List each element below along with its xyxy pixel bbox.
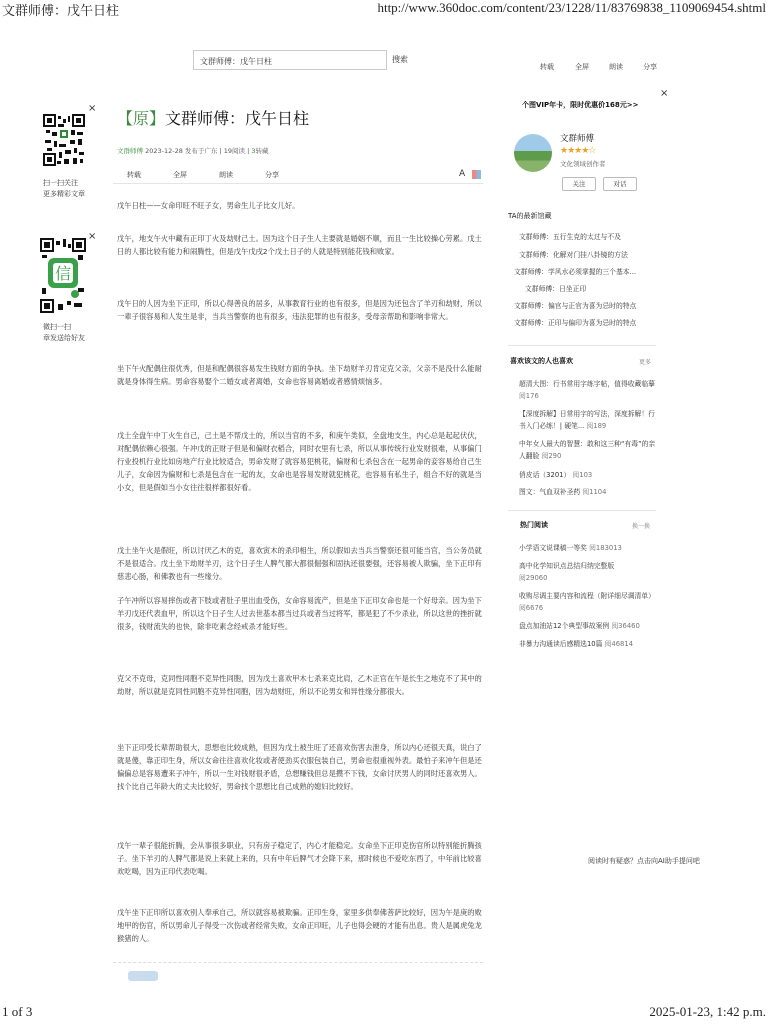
article-paragraph: 戊土全盘午中丁火生自己，己土是不帮戊土的，所以当官的不多，和庚午类似，全盘地支生，内心总是起起伏伏，对配偶依赖心很强。午冲戊的正财子但是和偏财衣稻合，同时衣里有七杀，所以从事传统行业发财很难，从事偏门行业投机行业比如房地产行业比较适合，男命发财了就容易犯桃花，偏财和七杀包含在一起男命的妾容易给自己生儿子，女命因为偏财和七杀是包含在一起的友，女命也是容易发财就犯桃花，也容易有私生子，组合不好的就是当小女，但是假如当小女往往很样都很好看。: [117, 431, 482, 492]
liked-item[interactable]: 俏皮话（3201） 阅103: [519, 471, 593, 479]
liked-item[interactable]: 图文：气血双补圣药 阅1104: [519, 488, 607, 496]
reprint-button[interactable]: 转载: [127, 171, 141, 179]
hot-item[interactable]: 非暴力沟通读后感精选10篇 阅46814: [519, 640, 634, 648]
hot-reading-title: 热门阅读: [520, 521, 548, 529]
close-icon[interactable]: ×: [88, 103, 97, 114]
qr-caption-line: 章发送给好友: [43, 334, 85, 342]
follow-button[interactable]: 关注: [562, 177, 596, 191]
article-meta: [117, 146, 268, 155]
meta-info: 2023-12-28 发布于广东 | 19阅读 |: [143, 147, 252, 155]
font-size-icon[interactable]: A: [459, 169, 466, 179]
message-button[interactable]: 对话: [603, 177, 637, 191]
more-link[interactable]: 更多: [639, 359, 652, 366]
article-paragraph: 戊午日的人因为坐下正印，所以心得善良的居多，从事教育行业的也有很多，但是因为还包含了羊刃和劫财，所以一辈子很容易和人发生是非，当兵当警察的也有很多，违法犯罪的也有很多，受母亲帮助和影响非常大。: [117, 299, 482, 321]
fullscreen-button[interactable]: 全屏: [173, 171, 187, 179]
article-title-text: 文群师傅：戊午日柱: [165, 109, 310, 128]
top-fullscreen-button[interactable]: 全屏: [575, 63, 589, 71]
author-name[interactable]: 文群师傅: [560, 134, 595, 144]
image-placeholder: [128, 971, 158, 981]
qr-caption-line: 微扫一扫: [43, 323, 71, 331]
print-datetime: 2025-01-23, 1:42 p.m.: [649, 1004, 766, 1019]
article-toolbar: [127, 170, 311, 180]
latest-item[interactable]: 文群师傅：正印与偏印为喜为忌时的特点: [514, 319, 637, 327]
liked-item[interactable]: 中年女人最大的智慧：敢和这三种“有毒”的亲人翻脸 阅290: [519, 440, 656, 460]
divider: [508, 510, 656, 511]
article-end-divider: [113, 962, 483, 963]
close-icon[interactable]: ×: [88, 231, 97, 242]
vip-promo-link[interactable]: 个图VIP年卡，限时优惠价168元>>: [522, 101, 639, 109]
article-paragraph: 坐下正印受长辈帮助很大，思想也比较成熟，但因为戊土被生旺了还喜欢伤害去泄身，所以内心还很天真，说白了就是傻，靠正印生身，所以女命往往喜欢化妆或者使劲买衣服包装自己，男命也很重视外表。最怕子来冲午但是还偏偏总是容易遭来子冲午，所以一生对钱财很矛盾，总想赚钱但总是攒不下钱，女命讨厌男人的同时还喜欢男人。找个比自己年龄大的丈夫比较好，男命找个思想比自己成熟的媳妇比较好。: [117, 743, 482, 791]
print-page-number: 1 of 3: [2, 1004, 33, 1019]
article-paragraph: 戊午坐下正印所以喜欢别人奉承自己，所以就容易被欺骗。正印生身，家里多供奉佛菩萨比较好，因为午是庚的败地甲的伤官，所以男命儿子得受一次伤或者经常失败，女命正印旺，儿子也得会硬的才能有出息。贵人是属虎兔龙猴猪的人。: [117, 908, 482, 943]
print-url: http://www.360doc.com/content/23/1228/11/83769838_1109069454.shtml: [377, 0, 766, 15]
article-paragraph: 坐下午火配偶住很优秀，但是和配偶很容易发生钱财方面的争执。坐下劫财羊刃肯定克父亲，父亲不是没什么能耐就是身体得生病。男命容易娶个二婚女或者离婚，女命也容易离婚或者感情烦恼多。: [117, 364, 482, 386]
qr-caption-line: 更多精彩文章: [43, 190, 85, 198]
search-input[interactable]: 文群师傅：戊午日柱: [193, 50, 387, 70]
color-theme-icon[interactable]: [472, 170, 481, 179]
article-paragraph: 子午冲所以容易摔伤或者下肢或者肚子里出血受伤，女命容易流产，但是坐下正印女命也是一个好母亲。因为坐下羊刃戊还代表血甲，所以这个日子生人过去世基本都当过兵或者当过将军，都是犯了不少杀业，所以这世的挫折就很多，钱财流失的也快，除非吃素念经戒杀才能好些。: [117, 596, 482, 631]
page-title: [117, 106, 309, 129]
avatar[interactable]: [514, 134, 552, 172]
author-link[interactable]: 文群师傅: [117, 147, 143, 155]
latest-item[interactable]: 文群师傅：化解对门挂八卦镜的方法: [519, 251, 628, 259]
top-reprint-button[interactable]: 转载: [540, 63, 554, 71]
latest-item[interactable]: 文群师傅：五行生克的太过与不及: [519, 233, 621, 241]
article-paragraph: 戊午日柱——女命印旺不旺子女，男命生儿子比女儿好。: [117, 201, 300, 210]
hot-item[interactable]: 小学语文说课稿一等奖 阅183013: [519, 544, 622, 552]
hot-item[interactable]: 收购尽调主要内容和流程（附详细尽调清单） 阅6676: [519, 592, 655, 612]
share-button[interactable]: 分享: [265, 171, 279, 179]
latest-item[interactable]: 文群师傅：日坐正印: [525, 285, 587, 293]
svg-text:信: 信: [54, 264, 72, 283]
latest-item[interactable]: 文群师傅：偏官与正官为喜为忌时的特点: [514, 302, 637, 310]
hot-item[interactable]: 盘点加油站12个典型事故案例 阅36460: [519, 622, 640, 630]
latest-collection-title: TA的最新馆藏: [508, 212, 552, 220]
top-share-button[interactable]: 分享: [643, 63, 657, 71]
top-read-aloud-button[interactable]: 朗读: [609, 63, 623, 71]
refresh-link[interactable]: 换一换: [632, 523, 651, 530]
search-button[interactable]: 搜索: [392, 55, 408, 64]
reprint-count: 3: [251, 147, 256, 155]
print-header-title: 文群师傅：戊午日柱: [2, 3, 120, 18]
article-paragraph: 克父不克母，克同性同胞不克异性同胞，因为戊土喜欢甲木七杀来克比肩，乙木正官在午是长生之地克不了其中的劫财，所以就是克同性同胞不克异性同胞，因为劫财旺，所以不论男女和异性缘分都很大。: [117, 674, 482, 696]
article-paragraph: 戊土坐午火是假旺，所以讨厌乙木的克，喜欢寅木的杀印相生，所以假如去当兵当警察还很可能当官，当公务员就不是很适合。戊土坐下劫财羊刃，这个日子生人脾气都大都很倔强和固执还很要强，还容易被人欺骗，坐下正印有慈悲心肠，和佛教也有一些缘分。: [117, 546, 482, 581]
article-paragraph: 戊午一辈子很能折腾，会从事很多职业，只有房子稳定了，内心才能稳定。女命坐下正印克伤官所以特别能折腾孩子。坐下羊刃的人脾气都是说上来就上来的，只有中年后脾气才会降下来，那时候也不爱吃东西了，中年前比较喜欢吃喝，因为正印代表吃喝。: [117, 841, 482, 876]
divider: [113, 183, 483, 184]
reprint-label: 转藏: [255, 147, 269, 155]
divider: [508, 345, 656, 346]
qr-caption-line: 扫一扫关注: [43, 179, 78, 187]
rating-stars-icon: ★★★★☆: [560, 146, 596, 156]
liked-item[interactable]: 超清大图：行书常用字练字帖，值得收藏临摹 阅176: [519, 380, 655, 400]
close-icon[interactable]: ×: [660, 88, 669, 99]
qr-code-follow: [43, 114, 85, 166]
hot-item[interactable]: 高中化学知识点总结归纳完整版 阅29060: [519, 562, 615, 582]
ai-assistant-prompt[interactable]: 阅读时有疑惑？点击向AI助手提问吧: [588, 857, 700, 865]
read-aloud-button[interactable]: 朗读: [219, 171, 233, 179]
latest-item[interactable]: 文群师傅：学风水必须掌握的三个基本...: [514, 268, 637, 276]
article-paragraph: 戊午，地支午火中藏有正印丁火及劫财己土。因为这个日子生人主要就是婚姻不顺，而且一生比较操心劳累。戊土日的人都比较有能力和闹腾性，但是戊午戊戌2个戊土日子的人就是特别能花钱和败家。: [117, 234, 482, 256]
also-liked-title: 喜欢该文的人也喜欢: [510, 357, 573, 365]
original-tag: 【原】: [117, 109, 166, 128]
qr-code-share: [40, 238, 86, 314]
author-role: 文化领域创作者: [560, 160, 606, 168]
liked-item[interactable]: 【深度拆解】日常用字的写法，深度拆解！行书入门必练！| 硬笔... 阅189: [519, 410, 655, 430]
